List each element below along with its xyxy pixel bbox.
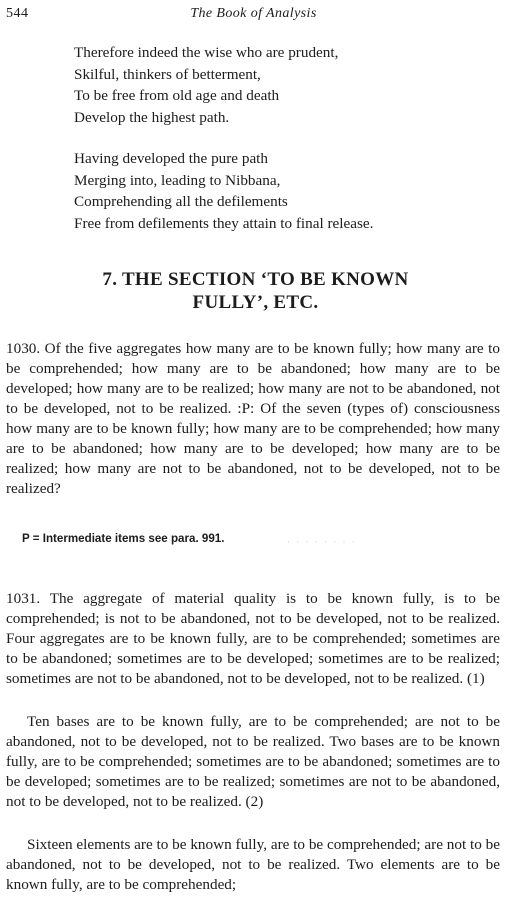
verse-line: Skilful, thinkers of betterment,: [74, 65, 261, 83]
verse-line: To be free from old age and death: [74, 87, 280, 104]
verse-stanza-1: [74, 42, 338, 128]
paragraph-elements: Sixteen elements are to be known fully, are to be comprehended; are not to be abandoned, not to be developed, not to be realized. Two elements are to be known fully, are to be comprehended;: [6, 836, 500, 894]
footnote: P = Intermediate items see para. 991.: [22, 532, 225, 545]
page-number: 544: [6, 6, 29, 21]
verse-line: Having developed the pure path: [74, 150, 268, 167]
verse-line: Free from defilements they attain to final release.: [74, 214, 374, 232]
verse-line: Comprehending all the defilements: [74, 193, 288, 210]
verse-line: Develop the highest path.: [74, 108, 230, 126]
running-title: The Book of Analysis: [190, 6, 317, 21]
verse-line: Therefore indeed the wise who are prudent,: [74, 44, 339, 61]
paragraph-1031: 1031. The aggregate of material quality is to be known fully, is to be comprehended; is not to be abandoned, not to be developed, not to be realized. Four aggregates are to be known fully, are to be comprehended; sometimes are to be abandoned; sometimes are to be developed; sometimes are to be realized; sometimes are not to be abandoned, not to be developed, not to be realized. (1): [6, 590, 500, 688]
faint-print-mark: · · · · · · · ·: [287, 537, 357, 547]
page-header: [6, 6, 501, 26]
verse-stanza-2: [74, 148, 373, 234]
verse-line: Merging into, leading to Nibbana,: [74, 171, 281, 189]
paragraph-bases: Ten bases are to be known fully, are to be comprehended; are not to be abandoned, not to be developed, not to be realized. Two bases are to be known fully, are to be comprehended; sometimes are to be abandoned; sometimes are to be developed; sometimes are to be realized; sometimes are not to be abandoned, not to be developed, not to be realized. (2): [6, 713, 500, 811]
section-heading-line-2: FULLY’, ETC.: [192, 292, 319, 313]
paragraph-1030: 1030. Of the five aggregates how many are to be known fully; how many are to be comprehended; how many are to be abandoned; how many are to be developed; how many are to be realized; how many are not to be abandoned, not to be developed, not to be realized. :P: Of the seven (types of) consciousness how many are to be known fully; how many are to be comprehended; how many are to be abandoned; how many are to be developed; how many are to be realized; how many are not to be abandoned, not to be developed, not to be realized?: [6, 340, 500, 498]
section-heading: [0, 268, 511, 314]
section-heading-line-1: 7. THE SECTION ‘TO BE KNOWN: [102, 269, 409, 290]
